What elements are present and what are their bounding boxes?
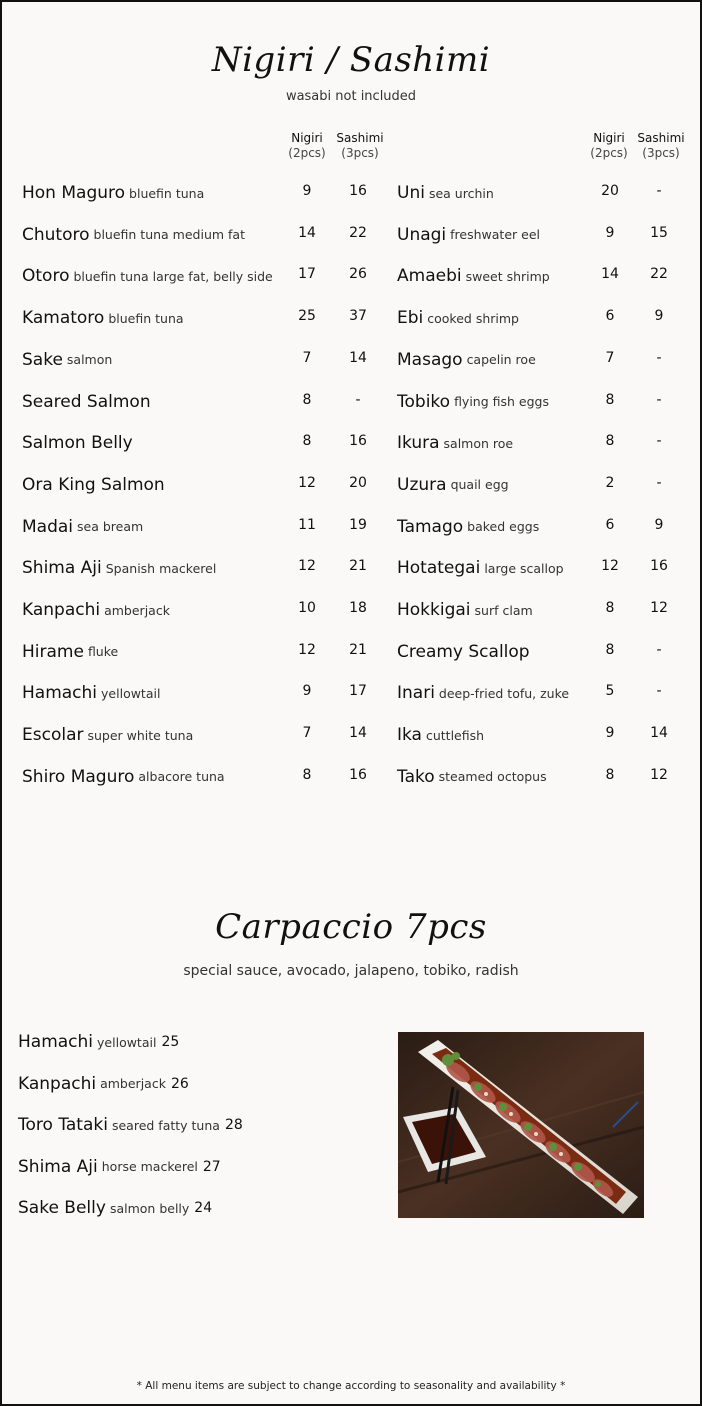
nigiri-price: 11 (298, 516, 316, 533)
item-price: 27 (202, 1158, 221, 1175)
menu-item-row (397, 720, 484, 750)
item-description: seared fatty tuna (111, 1117, 220, 1133)
sashimi-price: 9 (654, 516, 664, 533)
sashimi-price: 12 (650, 766, 668, 783)
menu-item-row (397, 678, 569, 708)
item-description: salmon roe (443, 435, 514, 451)
item-name: Masago (397, 349, 463, 370)
menu-item-row (397, 637, 530, 667)
sashimi-price: 12 (650, 600, 668, 616)
item-description: cuttlefish (425, 727, 485, 743)
menu-item-row (397, 553, 564, 583)
item-description: flying fish eggs (454, 394, 549, 409)
menu-item-row (397, 428, 513, 458)
nigiri-price: 9 (605, 224, 615, 241)
item-price: 25 (161, 1034, 180, 1050)
item-name: Hamachi (18, 1032, 94, 1052)
menu-item-row (397, 470, 509, 500)
nigiri-price: 8 (605, 391, 615, 408)
menu-item-row (397, 595, 533, 625)
item-description: yellowtail (101, 685, 161, 701)
nigiri-price: 12 (298, 641, 316, 658)
menu-item-row (397, 303, 519, 333)
nigiri-price: 12 (298, 558, 316, 575)
item-description: albacore tuna (138, 769, 225, 785)
sashimi-price: 16 (349, 183, 367, 199)
sashimi-price: - (656, 433, 662, 450)
menu-item-row (22, 512, 143, 542)
right-sashimi-header-label: Sashimi (637, 131, 685, 145)
sashimi-price: 14 (349, 349, 367, 366)
menu-item-row (397, 345, 536, 375)
menu-item-row (22, 595, 170, 625)
sashimi-price: 21 (349, 641, 367, 658)
menu-item-row (22, 261, 273, 291)
left-nigiri-header-pcs: (2pcs) (288, 146, 326, 160)
menu-item-row (22, 220, 245, 250)
item-description: bluefin tuna (129, 185, 205, 201)
nigiri-price: 10 (298, 600, 316, 616)
item-name: Escolar (22, 725, 84, 746)
sashimi-price: 16 (349, 766, 367, 783)
item-name: Uzura (397, 474, 447, 495)
sashimi-price: - (656, 391, 662, 408)
item-description: Spanish mackerel (105, 560, 217, 576)
sashimi-price: 16 (650, 558, 668, 575)
nigiri-price: 9 (302, 183, 312, 199)
item-name: Salmon Belly (22, 433, 133, 454)
carpaccio-item-row (18, 1152, 221, 1182)
nigiri-price: 8 (302, 766, 312, 783)
carpaccio-item-row (18, 1110, 243, 1140)
item-name: Uni (397, 183, 425, 203)
menu-item-row (22, 178, 204, 208)
item-description: deep-fried tofu, zuke (438, 685, 570, 701)
item-description: sweet shrimp (465, 268, 550, 284)
item-name: Tamago (397, 516, 464, 537)
item-description: quail egg (450, 477, 509, 493)
menu-item-row (22, 678, 160, 708)
sashimi-price: 15 (650, 224, 668, 241)
sashimi-price: - (355, 391, 361, 408)
item-description: bluefin tuna medium fat (93, 227, 245, 243)
menu-item-row (22, 345, 112, 375)
sashimi-price: - (656, 474, 662, 491)
item-description: horse mackerel (101, 1159, 198, 1174)
item-name: Shiro Maguro (22, 766, 135, 787)
sashimi-price: 20 (349, 474, 367, 491)
nigiri-price: 12 (601, 558, 619, 575)
item-description: bluefin tuna large fat, belly side (73, 268, 273, 284)
sashimi-price: 14 (650, 725, 668, 742)
menu-item-row (22, 387, 151, 417)
nigiri-sashimi-title: Nigiri / Sashimi (211, 40, 491, 80)
item-name: Shima Aji (22, 558, 102, 579)
item-name: Madai (22, 516, 74, 537)
item-name: Toro Tataki (18, 1115, 108, 1135)
item-price: 28 (224, 1117, 243, 1133)
item-description: freshwater eel (450, 227, 540, 243)
menu-item-row (397, 220, 540, 250)
nigiri-sashimi-subtitle: wasabi not included (285, 89, 417, 104)
item-description: steamed octopus (438, 769, 547, 785)
nigiri-price: 5 (605, 683, 615, 700)
item-name: Hotategai (397, 558, 481, 579)
nigiri-price: 7 (302, 725, 312, 742)
nigiri-price: 8 (605, 600, 615, 616)
item-description: salmon belly (109, 1200, 190, 1216)
left-sashimi-header-label: Sashimi (336, 131, 384, 145)
nigiri-price: 8 (605, 641, 615, 658)
left-nigiri-header-label: Nigiri (291, 131, 323, 145)
item-name: Ika (397, 725, 422, 746)
menu-item-row (22, 553, 216, 583)
menu-item-row (22, 428, 133, 458)
menu-item-row (22, 637, 118, 667)
item-description: large scallop (484, 560, 564, 576)
menu-item-row (397, 512, 539, 542)
item-price: 24 (194, 1200, 213, 1216)
menu-item-row (397, 387, 549, 417)
sashimi-price: 22 (650, 266, 668, 283)
nigiri-price: 8 (605, 433, 615, 450)
item-name: Hamachi (22, 683, 98, 704)
item-name: Tako (397, 766, 435, 787)
menu-item-row (397, 261, 550, 291)
item-description: cooked shrimp (427, 310, 519, 326)
sashimi-price: 16 (349, 433, 367, 450)
nigiri-price: 2 (605, 474, 615, 491)
sashimi-price: 21 (349, 558, 367, 575)
item-name: Creamy Scallop (397, 641, 530, 662)
item-name: Ikura (397, 433, 440, 454)
carpaccio-subtitle: special sauce, avocado, jalapeno, tobiko, radish (183, 963, 519, 979)
item-name: Sake Belly (18, 1198, 106, 1218)
menu-item-row (22, 762, 225, 792)
right-nigiri-header-pcs: (2pcs) (590, 146, 628, 160)
sashimi-price: 22 (349, 224, 367, 241)
sashimi-price: 17 (349, 683, 367, 700)
nigiri-price: 12 (298, 474, 316, 491)
item-name: Kanpachi (18, 1073, 97, 1094)
item-name: Hirame (22, 641, 84, 662)
menu-item-row (397, 178, 494, 208)
item-description: bluefin tuna (108, 310, 184, 326)
menu-item-row (22, 470, 165, 500)
right-nigiri-header-label: Nigiri (593, 131, 625, 145)
sashimi-price: - (656, 683, 662, 700)
item-description: capelin roe (466, 352, 536, 368)
nigiri-price: 7 (605, 349, 615, 366)
nigiri-price: 7 (302, 349, 312, 366)
item-name: Inari (397, 683, 435, 704)
item-name: Chutoro (22, 224, 90, 245)
item-name: Shima Aji (18, 1156, 98, 1177)
nigiri-price: 14 (601, 266, 619, 283)
sashimi-price: - (656, 641, 662, 658)
item-name: Sake (22, 349, 63, 370)
nigiri-price: 6 (605, 308, 615, 325)
right-nigiri-header (581, 131, 637, 161)
sashimi-price: 9 (654, 308, 664, 325)
carpaccio-item-row (18, 1027, 179, 1057)
sashimi-price: 14 (349, 725, 367, 742)
right-sashimi-header (633, 131, 689, 161)
item-description: surf clam (474, 602, 533, 618)
item-name: Kanpachi (22, 600, 101, 620)
item-name: Unagi (397, 224, 447, 245)
sashimi-price: - (656, 349, 662, 366)
carpaccio-photo-image (398, 1032, 644, 1218)
item-description: baked eggs (467, 519, 540, 535)
nigiri-price: 9 (605, 725, 615, 742)
item-description: amberjack (100, 1076, 166, 1091)
carpaccio-title: Carpaccio 7pcs (215, 907, 487, 947)
item-description: super white tuna (87, 727, 194, 743)
item-name: Hon Maguro (22, 183, 126, 203)
item-name: Ebi (397, 308, 424, 329)
item-name: Ora King Salmon (22, 474, 165, 495)
nigiri-price: 8 (302, 433, 312, 450)
menu-item-row (397, 762, 547, 792)
carpaccio-item-row (18, 1193, 212, 1223)
item-description: salmon (66, 352, 113, 368)
item-name: Otoro (22, 266, 70, 287)
availability-footnote: * All menu items are subject to change according to seasonality and availability * (136, 1380, 566, 1392)
left-nigiri-header (279, 131, 335, 161)
right-sashimi-header-pcs: (3pcs) (642, 146, 680, 160)
nigiri-price: 6 (605, 516, 615, 533)
nigiri-price: 8 (302, 391, 312, 408)
sashimi-price: 26 (349, 266, 367, 283)
nigiri-price: 25 (298, 308, 316, 325)
item-description: amberjack (104, 602, 170, 618)
left-sashimi-header-pcs: (3pcs) (341, 146, 379, 160)
item-name: Seared Salmon (22, 391, 151, 412)
carpaccio-photo (398, 1032, 644, 1218)
item-name: Kamatoro (22, 308, 105, 329)
item-name: Tobiko (397, 391, 451, 412)
item-description: sea bream (77, 519, 144, 535)
item-price: 26 (170, 1075, 189, 1092)
item-description: yellowtail (97, 1034, 157, 1050)
item-name: Amaebi (397, 266, 462, 287)
item-description: fluke (87, 644, 119, 660)
nigiri-price: 9 (302, 683, 312, 700)
menu-item-row (22, 303, 184, 333)
menu-item-row (22, 720, 193, 750)
nigiri-price: 8 (605, 766, 615, 783)
sashimi-price: 37 (349, 308, 367, 325)
left-sashimi-header (332, 131, 388, 161)
sashimi-price: - (656, 183, 662, 199)
sashimi-price: 18 (349, 600, 367, 616)
nigiri-price: 20 (601, 183, 619, 199)
sashimi-price: 19 (349, 516, 367, 533)
nigiri-price: 17 (298, 266, 316, 283)
item-description: sea urchin (428, 185, 494, 201)
carpaccio-item-row (18, 1069, 189, 1099)
nigiri-price: 14 (298, 224, 316, 241)
item-name: Hokkigai (397, 600, 471, 620)
